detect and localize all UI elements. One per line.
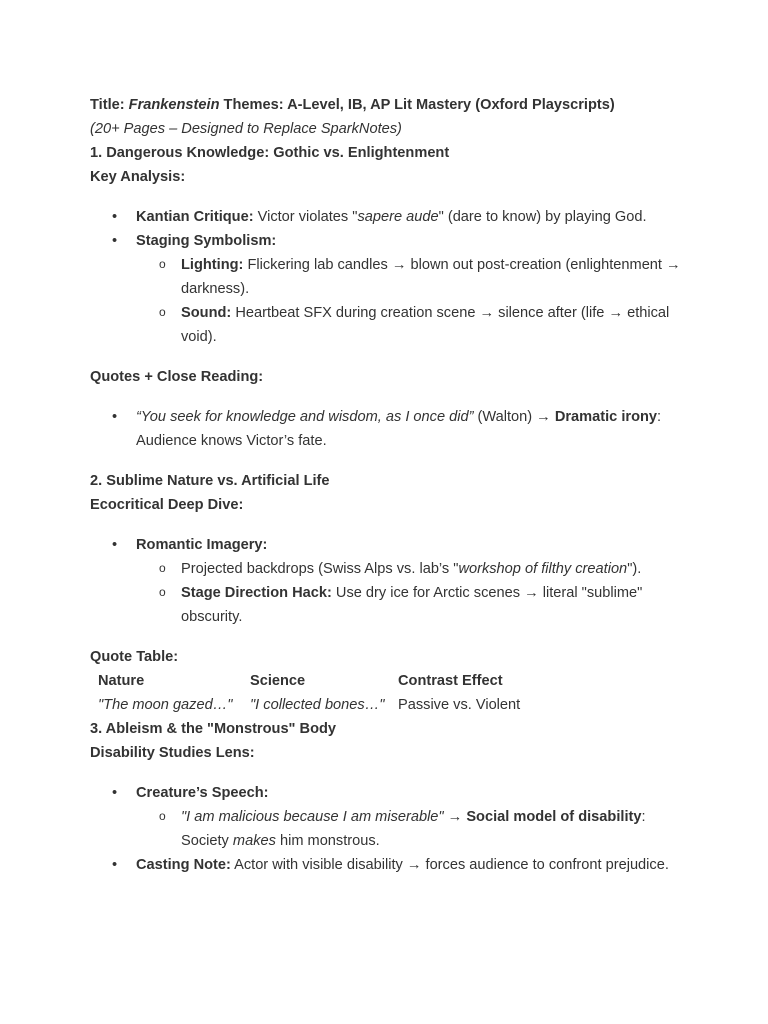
- section3-list: [90, 781, 690, 877]
- list-item: • Staging Symbolism: o Lighting: Flickering lab candles → blown out post-creation (enlightenment → darkness). o Sound: Heartbeat SFX during creation scene → silence after (life → ethical void).: [90, 229, 690, 349]
- table-header: Nature: [98, 673, 145, 689]
- quote-table: [92, 669, 520, 717]
- list-item: • Casting Note: Actor with visible disability → forces audience to confront prejudice.: [90, 853, 690, 877]
- list-item: o "I am malicious because I am miserable" → Social model of disability: Society makes him monstrous.: [136, 805, 690, 853]
- title-work: Frankenstein: [128, 97, 220, 113]
- section2-list: [90, 533, 690, 629]
- table-header: Contrast Effect: [398, 673, 503, 689]
- doc-subtitle: (20+ Pages – Designed to Replace SparkNotes): [90, 121, 402, 137]
- quotes-heading: Quotes + Close Reading:: [90, 369, 264, 385]
- table-cell: "The moon gazed…": [98, 697, 233, 713]
- section1-heading: 1. Dangerous Knowledge: Gothic vs. Enlightenment: [90, 145, 450, 161]
- table-header-row: [92, 669, 520, 693]
- list-item: o Sound: Heartbeat SFX during creation scene → silence after (life → ethical void).: [136, 301, 690, 349]
- table-cell: Passive vs. Violent: [398, 697, 521, 713]
- sublist: [136, 253, 690, 349]
- list-item: o Projected backdrops (Swiss Alps vs. lab’s "workshop of filthy creation").: [136, 557, 690, 581]
- list-item: • Romantic Imagery: o Projected backdrops (Swiss Alps vs. lab’s "workshop of filthy creation"). o Stage Direction Hack: Use dry ice for Arctic scenes → literal "sublime" obscurity.: [90, 533, 690, 629]
- list-item: • Kantian Critique: Victor violates "sapere aude" (dare to know) by playing God.: [90, 205, 690, 229]
- sublist: [136, 557, 690, 629]
- section3-subheading: Disability Studies Lens:: [90, 745, 255, 761]
- list-item: • “You seek for knowledge and wisdom, as I once did” (Walton) → Dramatic irony: Audience knows Victor’s fate.: [90, 405, 690, 453]
- doc-title: [90, 93, 690, 117]
- section2-subheading: Ecocritical Deep Dive:: [90, 497, 244, 513]
- list-item: o Stage Direction Hack: Use dry ice for Arctic scenes → literal "sublime" obscurity.: [136, 581, 690, 629]
- table-cell: "I collected bones…": [250, 697, 385, 713]
- list-item: o Lighting: Flickering lab candles → blown out post-creation (enlightenment → darkness).: [136, 253, 690, 301]
- section1-subheading: Key Analysis:: [90, 169, 186, 185]
- sublist: [136, 805, 690, 853]
- title-prefix: Title:: [90, 97, 129, 113]
- quotes-list: [90, 405, 690, 453]
- section3-heading: 3. Ableism & the "Monstrous" Body: [90, 721, 337, 737]
- title-rest: Themes: A-Level, IB, AP Lit Mastery (Oxford Playscripts): [219, 97, 615, 113]
- table-header: Science: [250, 673, 306, 689]
- list-item: • Creature’s Speech: o "I am malicious because I am miserable" → Social model of disability: Society makes him monstrous.: [90, 781, 690, 853]
- document-page: [90, 93, 690, 877]
- section1-list: [90, 205, 690, 349]
- table-heading: Quote Table:: [90, 649, 179, 665]
- section2-heading: 2. Sublime Nature vs. Artificial Life: [90, 473, 330, 489]
- table-row: [92, 693, 520, 717]
